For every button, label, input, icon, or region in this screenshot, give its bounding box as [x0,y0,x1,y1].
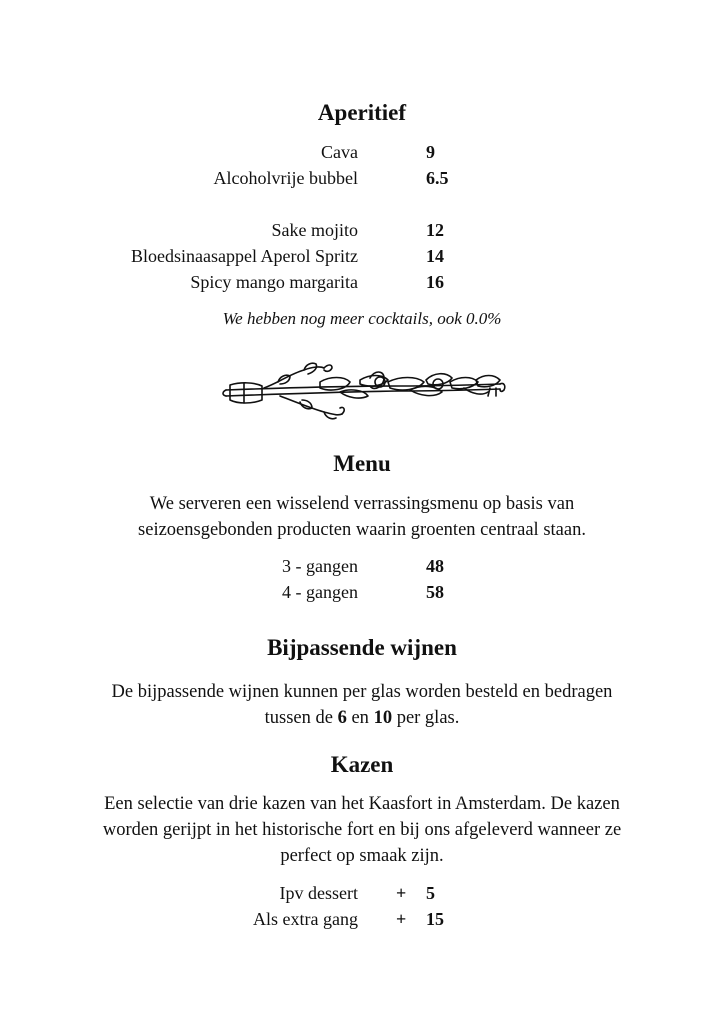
kazen-row-extra-gang [0,906,724,932]
text-span: tussen de [264,708,338,728]
menu-description [50,491,674,543]
drink-row-spicy-mango-margarita [0,269,724,295]
menu-heading: Menu [333,451,391,476]
plus-sign: + [396,883,407,903]
item-name: 3 - gangen [282,556,358,576]
wijnen-heading: Bijpassende wijnen [267,635,457,660]
item-price: 48 [426,556,444,576]
menu-row-4-gangen [0,579,724,605]
item-name: Cava [321,142,358,162]
plus-sign: + [396,909,407,929]
rosemary-sprig-illustration [220,352,510,422]
drink-row-cava [0,139,724,165]
item-price: 58 [426,582,444,602]
item-name: Spicy mango margarita [190,272,358,292]
item-price: 5 [426,883,435,903]
item-price: 6.5 [426,168,449,188]
item-price: 9 [426,142,435,162]
item-name: Bloedsinaasappel Aperol Spritz [131,246,358,266]
item-name: Als extra gang [253,909,358,929]
kazen-heading: Kazen [330,752,394,777]
item-price: 15 [426,909,444,929]
item-price: 14 [426,246,444,266]
price-high: 10 [373,708,393,728]
menu-row-3-gangen [0,553,724,579]
kazen-description [40,791,684,869]
kazen-description-line: Een selectie van drie kazen van het Kaasfort in Amsterdam. De kazen [104,794,620,814]
kazen-description-line: perfect op smaak zijn. [280,846,444,866]
wijnen-description-line: De bijpassende wijnen kunnen per glas worden besteld en bedragen [111,682,613,702]
item-name: 4 - gangen [282,582,358,602]
item-price: 12 [426,220,444,240]
drink-row-aperol-spritz [0,243,724,269]
kazen-row-ipv-dessert [0,880,724,906]
item-name: Ipv dessert [279,883,358,903]
text-span: en [346,708,374,728]
text-span: per glas. [392,708,460,728]
kazen-description-line: worden gerijpt in het historische fort en bij ons afgeleverd wanneer ze [102,820,622,840]
price-low: 6 [337,708,347,728]
item-price: 16 [426,272,444,292]
item-name: Alcoholvrije bubbel [213,168,358,188]
wijnen-description-line [50,705,674,731]
drink-row-sake-mojito [0,217,724,243]
wijnen-description [50,679,674,731]
drink-row-alcoholvrije-bubbel [0,165,724,191]
aperitief-heading: Aperitief [317,100,407,125]
menu-description-line: We serveren een wisselend verrassingsmenu op basis van [149,494,575,514]
cocktails-note: We hebben nog meer cocktails, ook 0.0% [222,309,502,328]
item-name: Sake mojito [271,220,358,240]
menu-description-line: seizoensgebonden producten waarin groenten centraal staan. [138,520,586,540]
